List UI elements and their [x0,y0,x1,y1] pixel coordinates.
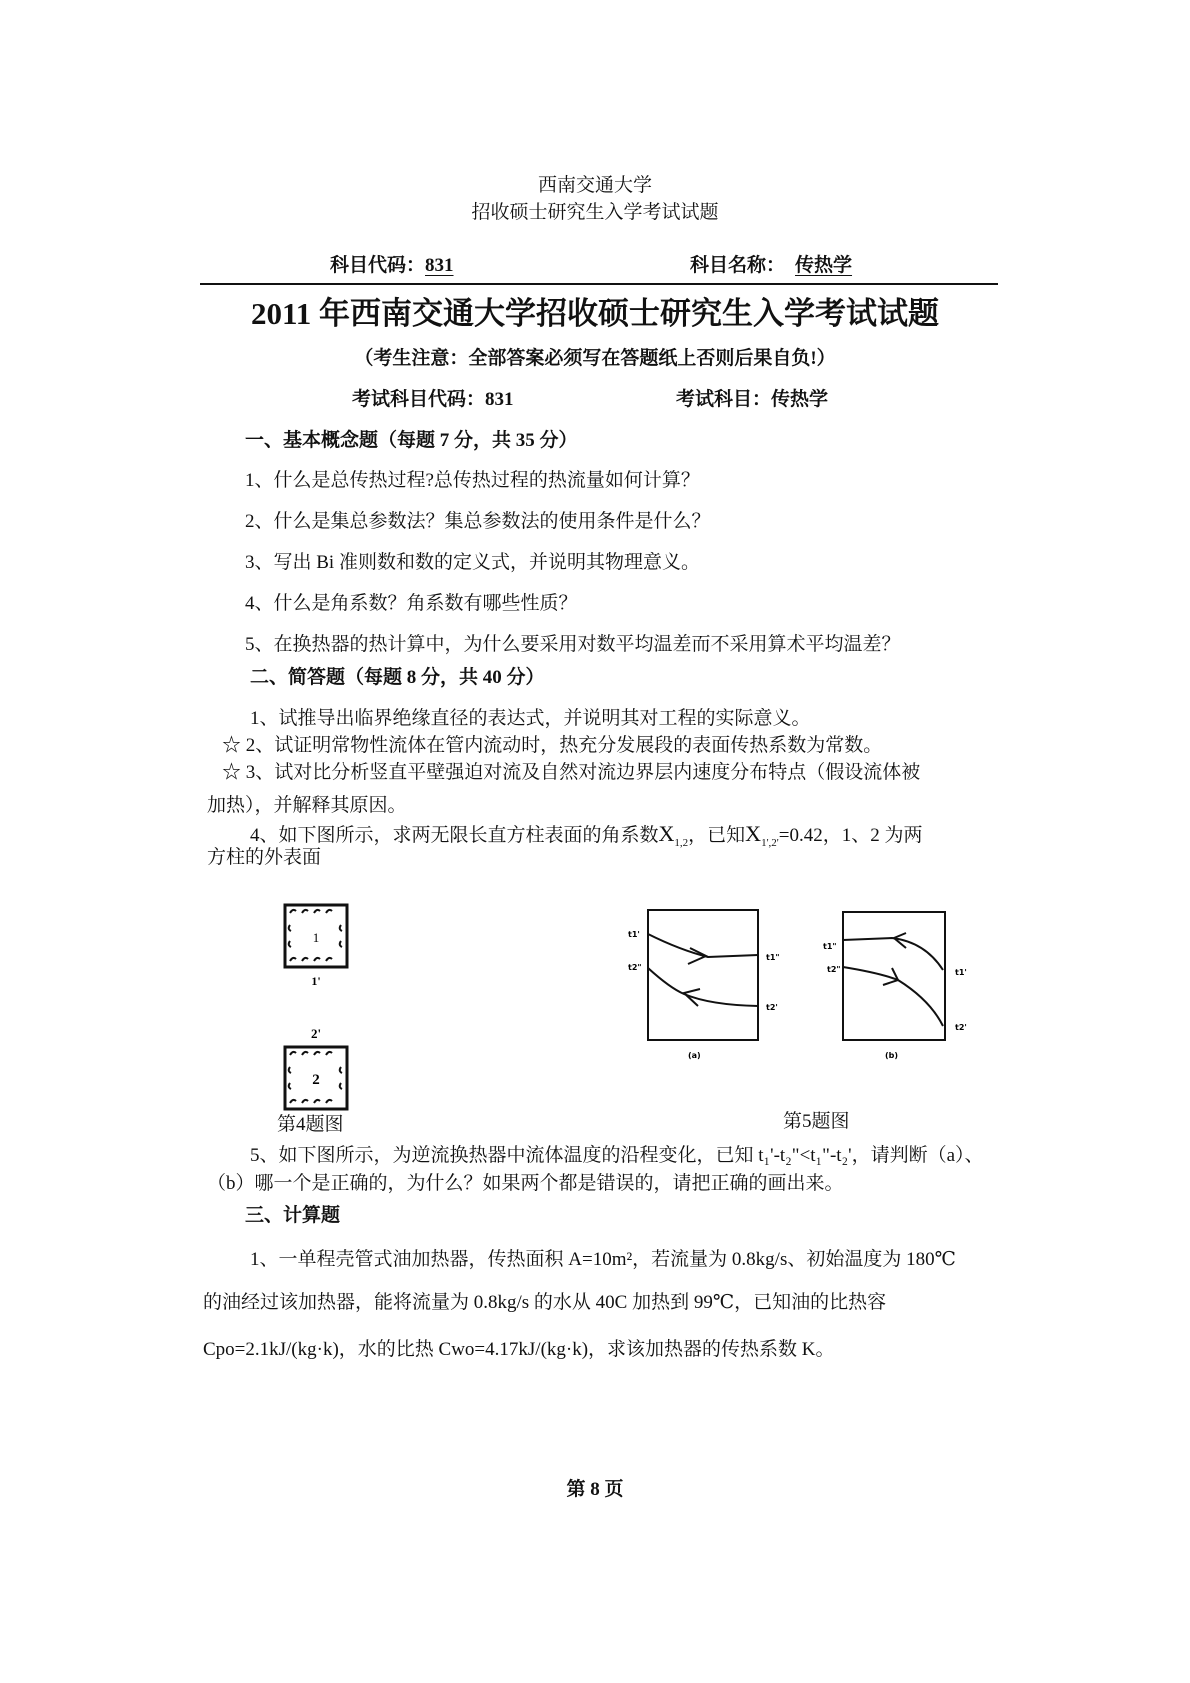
exam-subject-name: 考试科目：传热学 [676,389,829,410]
graph-b-t1-in: t1' [955,968,967,977]
section3-heading: 三、计算题 [245,1205,341,1226]
box2-label: 2 [312,1072,320,1088]
s3-question: 1、一单程壳管式油加热器，传热面积 A=10m²，若流量为 0.8kg/s、初始温度为 180℃ [250,1249,956,1270]
graph-b [843,912,945,1040]
name-value: 传热学 [795,255,853,276]
figure-4-caption: 第4题图 [277,1114,344,1135]
q4-text: ，已知 [688,825,746,846]
s2-question-cont: 加热），并解释其原因。 [207,795,407,816]
s2-question: ☆ 2、试证明常物性流体在管内流动时，热充分发展段的表面传热系数为常数。 [222,735,883,756]
s2-question-cont: （b）哪一个是正确的，为什么？如果两个都是错误的，请把正确的画出来。 [207,1173,844,1194]
graph-b-t2-in: t2' [955,1023,967,1032]
s2-question [250,822,923,855]
figure-5 [600,890,1000,1080]
q4-sub: 1',2' [761,836,779,849]
graph-b-label: (b) [885,1051,899,1060]
s2-question: ☆ 3、试对比分析竖直平壁强迫对流及自然对流边界层内速度分布特点（假设流体被 [222,762,921,783]
university-name: 西南交通大学 [537,175,652,196]
q4-symbol: X [658,821,675,846]
s2-question: 1、试推导出临界绝缘直径的表达式，并说明其对工程的实际意义。 [250,708,811,729]
surface1-label: 1' [311,974,321,988]
page-title: 2011 年西南交通大学招收硕士研究生入学考试试题 [250,296,940,331]
s1-question: 3、写出 Bi 准则数和数的定义式，并说明其物理意义。 [245,552,700,573]
page-number: 第 8 页 [566,1479,624,1500]
s1-question: 5、在换热器的热计算中，为什么要采用对数平均温差而不采用算术平均温差？ [245,634,901,655]
graph-a-t1-out: t1" [766,953,780,962]
q4-sub: 1,2 [674,836,689,849]
q4-symbol: X [745,821,762,846]
q4-text: =0.42，1、2 为两 [778,825,923,846]
graph-b-t2-out: t2" [827,965,841,974]
subject-code [330,254,454,278]
s2-question-cont: 方柱的外表面 [207,847,322,868]
figure-5-caption: 第5题图 [783,1111,850,1132]
box1-label: 1 [312,930,320,945]
s3-question-cont: Cpo=2.1kJ/(kg·k)，水的比热 Cwo=4.17kJ/(kg·k)，求该加热器的传热系数 K。 [203,1339,835,1360]
figure-4 [270,895,380,1120]
exam-subject-code: 考试科目代码：831 [352,389,514,410]
section2-heading: 二、简答题（每题 8 分，共 40 分） [250,667,545,688]
s1-question: 4、什么是角系数？角系数有哪些性质？ [245,593,578,614]
header-divider [200,283,998,285]
subject-name [690,254,862,278]
notice: （考生注意：全部答案必须写在答题纸上否则后果自负!） [354,348,836,369]
surface2-label: 2' [310,1026,322,1041]
exam-name: 招收硕士研究生入学考试试题 [471,202,719,223]
graph-a [648,910,758,1040]
graph-a-t2-out: t2" [628,963,642,972]
s3-question-cont: 的油经过该加热器，能将流量为 0.8kg/s 的水从 40C 加热到 99℃，已知油的比热容 [203,1292,887,1313]
code-value: 831 [425,255,454,276]
section1-heading: 一、基本概念题（每题 7 分，共 35 分） [245,430,578,451]
code-label: 科目代码： [330,255,426,276]
s1-question: 1、什么是总传热过程?总传热过程的热流量如何计算？ [245,470,700,491]
name-label: 科目名称： [690,255,786,276]
graph-a-t2-in: t2' [766,1003,778,1012]
s2-question: 5、如下图所示，为逆流换热器中流体温度的沿程变化，已知 t₁'-t₂"<t₁"-t₂'，请判断（a）、 [250,1145,984,1166]
graph-a-label: (a) [688,1051,701,1060]
q4-text: 4、如下图所示，求两无限长直方柱表面的角系数 [250,825,659,846]
s1-question: 2、什么是集总参数法？集总参数法的使用条件是什么？ [245,511,711,532]
graph-b-t1-out: t1" [823,942,837,951]
graph-a-t1-in: t1' [628,930,640,939]
